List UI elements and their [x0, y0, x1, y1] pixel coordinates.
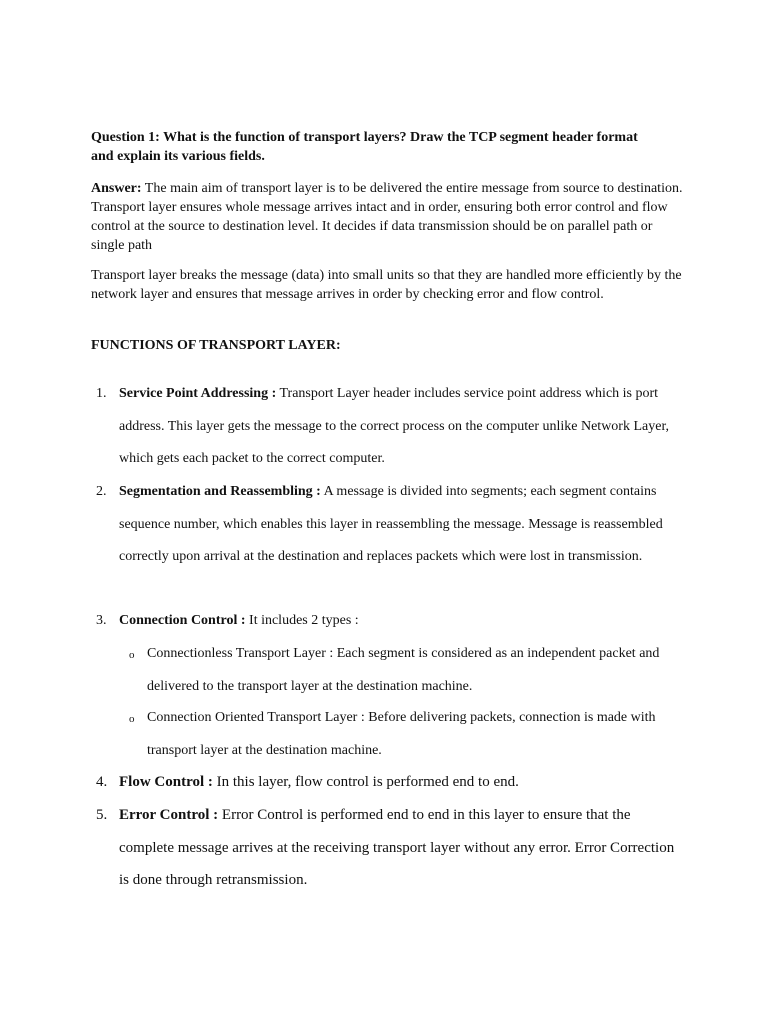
sub-item-text: Connectionless Transport Layer : Each segment is considered as an independent packet and delivered to the transport layer at the destination machine. [147, 646, 660, 694]
section-heading: FUNCTIONS OF TRANSPORT LAYER: [91, 338, 341, 353]
item-text: A message is divided into segments; each segment contains sequence number, which enables this layer in reassembling the message. Message is reassembled correctly upon arrival at the destination and replaces packets which were lost in transmission. [119, 484, 663, 564]
sub-item-text: Connection Oriented Transport Layer : Before delivering packets, connection is made with transport layer at the destination machine. [147, 710, 656, 758]
item-label: Segmentation and Reassembling : [119, 484, 321, 499]
answer-paragraph [91, 179, 683, 255]
item-text: It includes 2 types : [249, 613, 359, 628]
answer-label: Answer: [91, 181, 142, 196]
item-label: Connection Control : [119, 613, 246, 628]
paragraph-2: Transport layer breaks the message (data) into small units so that they are handled more efficiently by the network layer and ensures that message arrives in order by checking error and flow control. [91, 268, 682, 302]
bullet-marker: o [129, 713, 135, 725]
bullet-marker: o [129, 649, 135, 661]
item-number: 4. [96, 774, 108, 790]
item-number: 2. [96, 484, 107, 499]
item-number: 1. [96, 386, 107, 401]
item-label: Error Control : [119, 807, 219, 823]
item-text: In this layer, flow control is performed end to end. [216, 774, 519, 790]
item-text: Error Control is performed end to end in this layer to ensure that the complete message arrives at the receiving transport layer without any error. Error Correction is done through retransmission. [119, 807, 675, 888]
answer-text: The main aim of transport layer is to be delivered the entire message from source to destination. Transport layer ensures whole message arrives intact and in order, ensuring both error control and flow control at the source to destination level. It decides if data transmission should be on parallel path or single path [91, 181, 683, 253]
item-number: 3. [96, 613, 107, 628]
item-number: 5. [96, 807, 108, 823]
item-text: Transport Layer header includes service point address which is port address. This layer gets the message to the correct process on the computer unlike Network Layer, which gets each packet to the correct computer. [119, 386, 670, 466]
item-label: Service Point Addressing : [119, 386, 277, 401]
question-title: Question 1: What is the function of transport layers? Draw the TCP segment header format and explain its various fields. [91, 130, 638, 164]
item-label: Flow Control : [119, 774, 213, 790]
